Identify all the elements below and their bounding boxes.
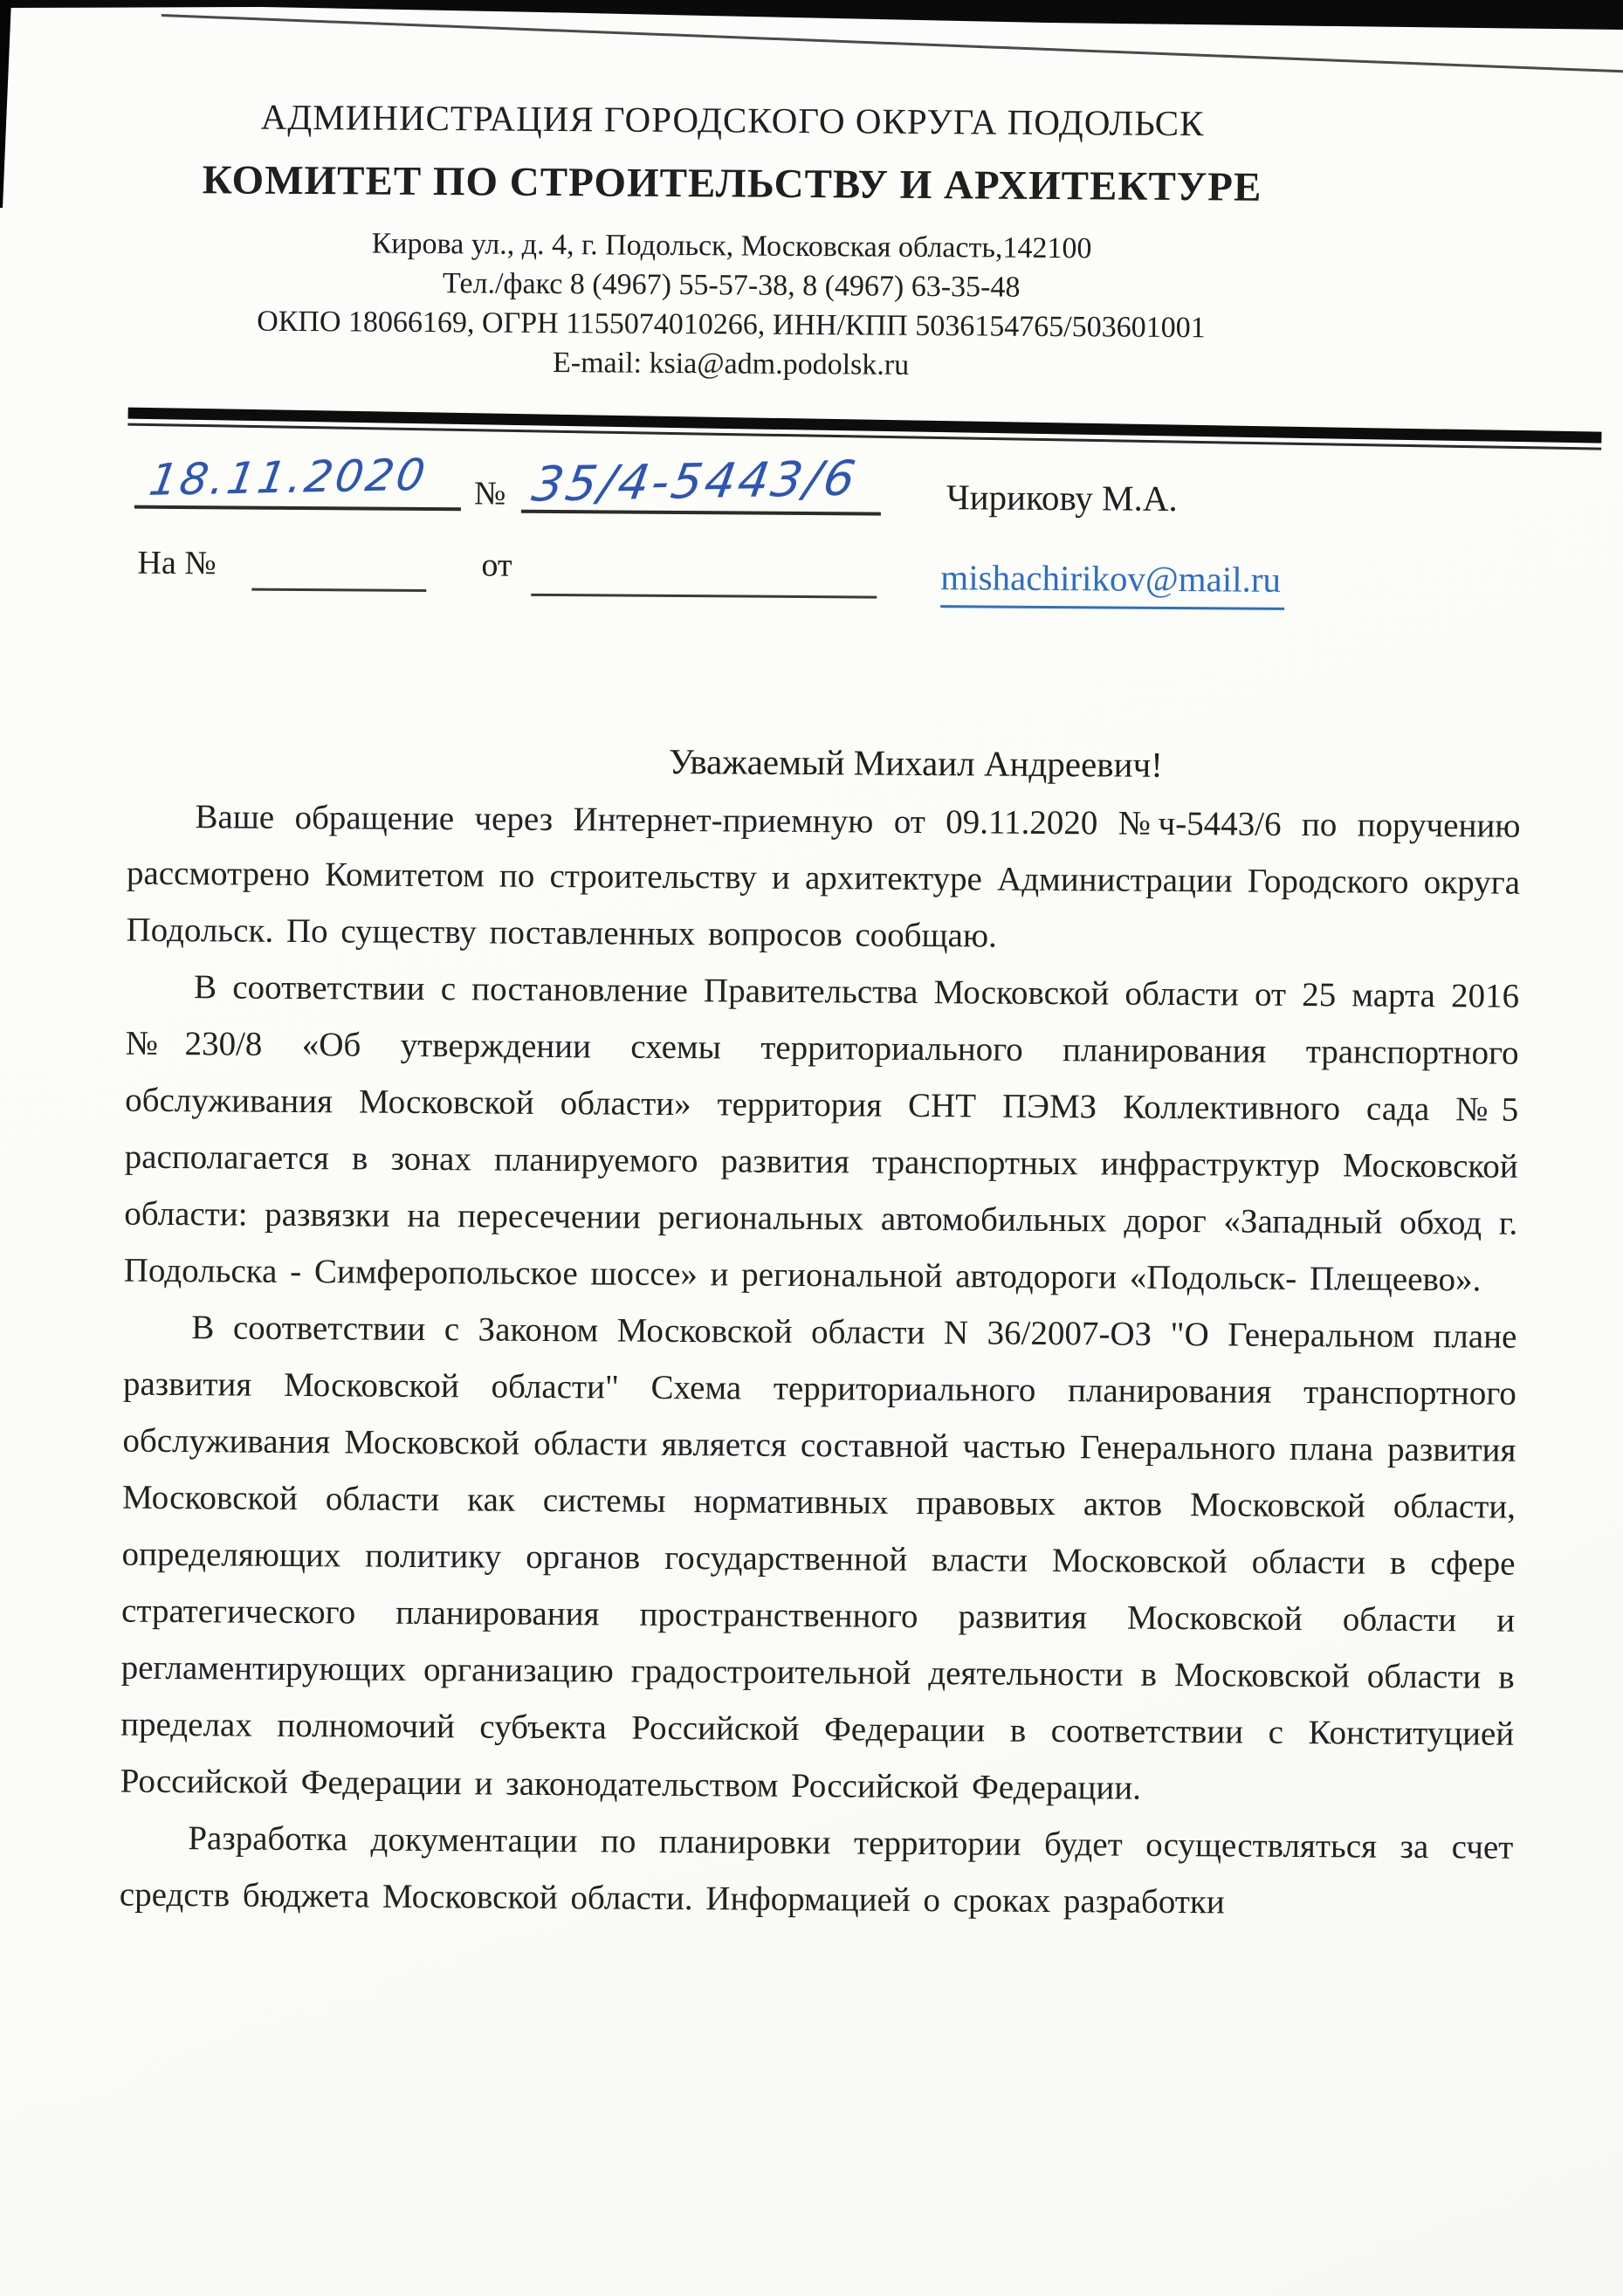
salutation: Уважаемый Михаил Андреевич! (668, 740, 1163, 785)
body-paragraph-3: В соответствии с Законом Московской области N 36/2007-ОЗ "О Генеральном плане развития Московской области" Схема территориального планирования транспортного обслуживания Московской области является составной частью Генерального плана развития Московской области как системы нормативных правовых актов Московской области, определяющих политику органов государственной власти Московской области в сфере стратегического планирования пространственного развития Московской области и регламентирующих организацию градостроительной деятельности в Московской области в пределах полномочий субъекта Российской Федерации в соответствии с Конституцией Российской Федерации и законодательством Российской Федерации. (120, 1309, 1517, 1807)
reply-to-number-label: На № (137, 544, 217, 582)
recipient-email-link[interactable]: mishachirikov@mail.ru (940, 556, 1284, 610)
number-sign-label: № (473, 475, 506, 512)
letterhead-phone: Тел./факс 8 (4967) 55-57-38, 8 (4967) 63-35-48 (442, 267, 1021, 304)
letterhead (50, 94, 1413, 386)
recipient-name: Чирикову М.А. (946, 477, 1178, 519)
committee-name: КОМИТЕТ ПО СТРОИТЕЛЬСТВУ И АРХИТЕКТУРЕ (202, 157, 1262, 210)
reply-from-label: от (481, 547, 512, 584)
outgoing-number-field (521, 440, 882, 516)
letter-body (120, 788, 1521, 1933)
body-paragraph-1: Ваше обращение через Интернет-приемную от 09.11.2020 №ч-5443/6 по поручению рассмотрено Комитетом по строительству и архитектуре Администрации Городского округа Подольск. По существу поставленных вопросов сообщаю. (126, 798, 1521, 955)
outgoing-number-handwritten: 35/4-5443/6 (528, 450, 862, 512)
outgoing-date-handwritten: 18.11.2020 (145, 449, 431, 505)
letterhead-email: E-mail: ksia@adm.podolsk.ru (552, 347, 910, 382)
reply-number-blank (251, 545, 426, 592)
organization-name: АДМИНИСТРАЦИЯ ГОРОДСКОГО ОКРУГА ПОДОЛЬСК (260, 96, 1205, 144)
reply-date-blank (531, 545, 877, 599)
letterhead-address: Кирова ул., д. 4, г. Подольск, Московская область,142100 (371, 227, 1092, 265)
letterhead-codes: ОКПО 18066169, ОГРН 1155074010266, ИНН/КПП 5036154765/503601001 (257, 305, 1206, 345)
outgoing-date-field (134, 448, 461, 512)
body-paragraph-4: Разработка документации по планировки территории будет осуществляться за счет средств бюджета Московской области. Информацией о сроках разработки (119, 1819, 1514, 1921)
body-paragraph-2: В соответствии с постановление Правительства Московской области от 25 марта 2016 №230/8 «Об утверждении схемы территориального планирования транспортного обслуживания Московской области» территория СНТ ПЭМЗ Коллективного сада №5 располагается в зонах планируемого развития транспортных инфраструктур Московской области: развязки на пересечении региональных автомобильных дорог «Западный обход г. Подольска - Симферопольское шоссе» и региональной автодороги «Подольск- Плещеево». (123, 968, 1520, 1299)
